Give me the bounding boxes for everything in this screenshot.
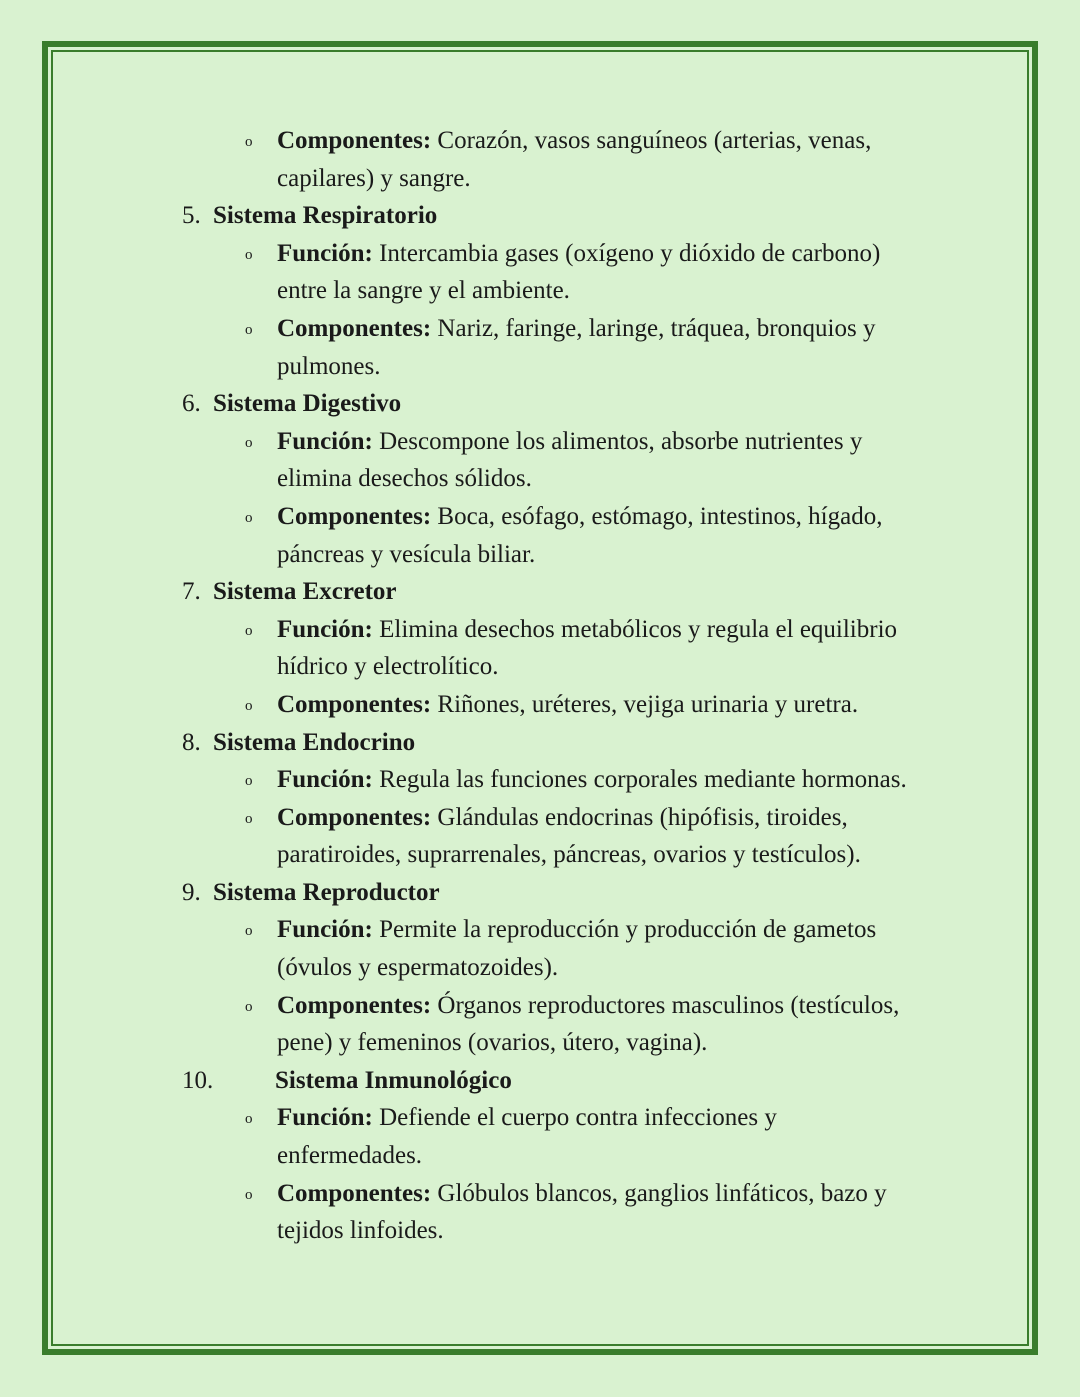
list-item-continuation: [0, 1212, 1080, 1250]
section-heading: [0, 724, 1080, 762]
section-number: 10.: [182, 1066, 214, 1094]
section-heading: [0, 874, 1080, 912]
item-description: Elimina desechos metabólicos y regula el equilibrio: [372, 615, 898, 643]
section-title: Sistema Reproductor: [213, 878, 440, 906]
item-description: Defiende el cuerpo contra infecciones y: [372, 1104, 777, 1132]
bullet-icon: o: [245, 923, 253, 940]
item-label: Función:: [277, 916, 373, 944]
bullet-icon: o: [245, 134, 253, 150]
item-label: Función:: [277, 1104, 373, 1132]
item-description: Descompone los alimentos, absorbe nutrientes y: [372, 427, 863, 455]
item-description: Regula las funciones corporales mediante hormonas.: [372, 766, 907, 794]
list-item: [0, 423, 1080, 461]
list-item: [0, 310, 1080, 348]
item-text: [277, 911, 876, 949]
item-text: [277, 498, 882, 536]
continuation-text: tejidos linfoides.: [277, 1217, 444, 1245]
item-text: [277, 761, 907, 799]
section-number: 8.: [182, 728, 201, 756]
item-description: Glóbulos blancos, ganglios linfáticos, bazo y: [431, 1179, 887, 1207]
bullet-icon: o: [245, 773, 253, 790]
bullet-icon: o: [245, 321, 253, 338]
list-item-continuation: [0, 949, 1080, 987]
item-description: Nariz, faringe, laringe, tráquea, bronquios y: [431, 314, 876, 342]
continuation-text: (óvulos y espermatozoides).: [277, 954, 559, 982]
list-item: [0, 911, 1080, 949]
bullet-icon: o: [245, 1186, 253, 1203]
section-heading: [0, 573, 1080, 611]
list-item: [0, 761, 1080, 799]
section-number: 9.: [182, 878, 201, 906]
item-label: Componentes:: [277, 314, 432, 342]
continuation-text: capilares) y sangre.: [277, 164, 471, 192]
item-description: Órganos reproductores masculinos (testículos,: [431, 991, 900, 1019]
item-label: Componentes:: [277, 127, 432, 154]
item-text: [277, 611, 897, 649]
item-description: Intercambia gases (oxígeno y dióxido de carbono): [372, 239, 881, 267]
item-description: Riñones, uréteres, vejiga urinaria y uretra.: [431, 690, 859, 718]
bullet-icon: o: [245, 509, 253, 526]
bullet-icon: o: [245, 998, 253, 1015]
list-item: [0, 235, 1080, 273]
item-text: [277, 310, 875, 348]
list-item: [0, 987, 1080, 1025]
list-item-continuation: [0, 1024, 1080, 1062]
section-title: Sistema Inmunológico: [275, 1066, 512, 1094]
item-text: [277, 1175, 887, 1213]
item-text: [277, 122, 871, 160]
list-item: [0, 498, 1080, 536]
continuation-text: hídrico y electrolítico.: [277, 653, 499, 681]
bullet-icon: o: [245, 810, 253, 827]
list-item: [0, 799, 1080, 837]
item-text: [277, 235, 880, 273]
list-item-continuation: [0, 272, 1080, 310]
item-text: [277, 1099, 777, 1137]
list-item-continuation: [0, 536, 1080, 574]
continuation-text: pene) y femeninos (ovarios, útero, vagina).: [277, 1029, 708, 1057]
continuation-text: enfermedades.: [277, 1142, 423, 1170]
item-description: Glándulas endocrinas (hipófisis, tiroides,: [431, 803, 848, 831]
item-text: [277, 987, 899, 1025]
list-item-continuation: [0, 648, 1080, 686]
continuation-text: elimina desechos sólidos.: [277, 465, 532, 493]
item-description: Corazón, vasos sanguíneos (arterias, venas,: [431, 127, 872, 154]
bullet-icon: o: [245, 246, 253, 263]
bullet-icon: o: [245, 1111, 253, 1128]
section-title: Sistema Respiratorio: [213, 202, 438, 230]
list-item: [0, 611, 1080, 649]
item-label: Componentes:: [277, 991, 432, 1019]
section-title: Sistema Digestivo: [213, 390, 402, 418]
section-title: Sistema Endocrino: [213, 728, 416, 756]
section-number: 7.: [182, 578, 201, 606]
item-label: Función:: [277, 427, 373, 455]
bullet-icon: o: [245, 622, 253, 639]
document-body: [0, 122, 1080, 1250]
bullet-icon: o: [245, 434, 253, 451]
continuation-text: paratiroides, suprarrenales, páncreas, ovarios y testículos).: [277, 841, 861, 869]
list-item-continuation: [0, 460, 1080, 498]
item-label: Función:: [277, 766, 373, 794]
item-text: [277, 423, 862, 461]
item-label: Función:: [277, 239, 373, 267]
list-item: [0, 122, 1080, 160]
item-text: [277, 686, 858, 724]
item-label: Componentes:: [277, 1179, 432, 1207]
item-label: Componentes:: [277, 803, 432, 831]
section-number: 5.: [182, 202, 201, 230]
section-heading: [0, 197, 1080, 235]
item-label: Componentes:: [277, 690, 432, 718]
continuation-text: pulmones.: [277, 352, 381, 380]
item-description: Permite la reproducción y producción de gametos: [372, 916, 877, 944]
continuation-text: entre la sangre y el ambiente.: [277, 277, 570, 305]
section-title: Sistema Excretor: [213, 578, 397, 606]
item-label: Componentes:: [277, 502, 432, 530]
item-description: Boca, esófago, estómago, intestinos, hígado,: [431, 502, 883, 530]
section-heading: [0, 385, 1080, 423]
list-item-continuation: [0, 836, 1080, 874]
continuation-text: páncreas y vesícula biliar.: [277, 540, 536, 568]
section-heading: [0, 1062, 1080, 1100]
list-item: [0, 1099, 1080, 1137]
bullet-icon: o: [245, 697, 253, 714]
list-item: [0, 1175, 1080, 1213]
section-number: 6.: [182, 390, 201, 418]
item-text: [277, 799, 848, 837]
list-item-continuation: [0, 1137, 1080, 1175]
item-label: Función:: [277, 615, 373, 643]
list-item-continuation: [0, 348, 1080, 386]
list-item-continuation: [0, 160, 1080, 198]
list-item: [0, 686, 1080, 724]
